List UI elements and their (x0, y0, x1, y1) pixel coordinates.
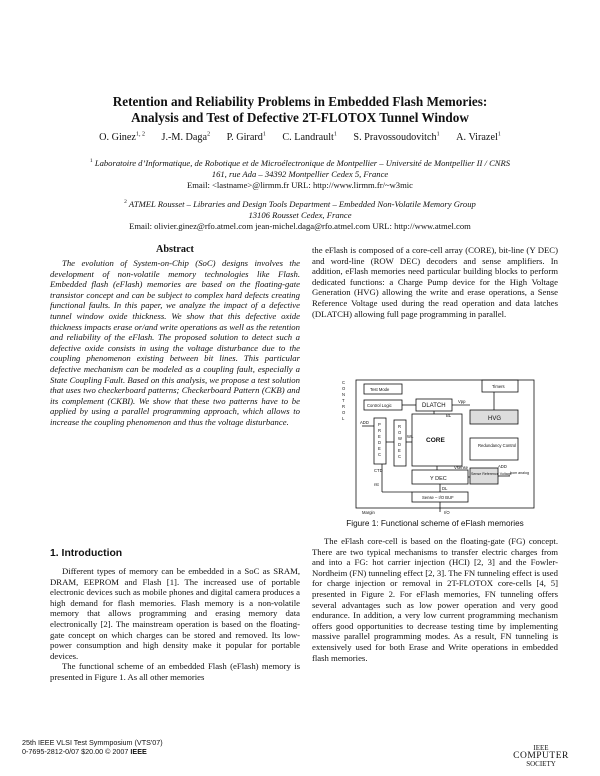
svg-text:O: O (342, 410, 346, 415)
author-list (40, 132, 560, 143)
hvg-label: HVG (488, 416, 502, 422)
redundancy-box (470, 438, 518, 460)
figure-1-block-diagram (334, 376, 544, 516)
svg-text:Vsense: Vsense (454, 465, 468, 470)
svg-text:D: D (378, 440, 382, 445)
svg-text:E: E (398, 448, 401, 453)
svg-text:O: O (398, 430, 402, 435)
introduction-body: Different types of memory can be embedded in a SoC as SRAM, DRAM, EEPROM and Flash [1]. The increased use of portable electronic devices such as mobile phones and digital camera produces a high demand for flash memories. Flash memory is a non-volatile memory that allows programming and erasing memory data electronically [2]. The mainstream operation is based on the floating-gate concept on which charges can be stored and removed. Its low-power consumption and high density make it popular for portable devices. The functional scheme of an embedded Flash (eFlash) memory is presented in Figure 1. As all other memories (50, 566, 300, 682)
svg-text:I/O: I/O (444, 510, 450, 515)
svg-text:O: O (342, 386, 346, 391)
right-column-text-bottom: The eFlash core-cell is based on the floating-gate (FG) concept. There are two typical mechanisms to transfer electric charges from and into a FG: hot carrier injection (HCI) [2, 3] and the Fowler-Nordheim (FN) tunneling effect [2, 3]. The FN tunneling effect is used for charge injection or removal in 2T-FLOTOX core-cells [4, 5] presented in Figure 2. For eFlash memories, FN tunneling offers several advantages such as low power operation and very good endurance. In addition, a very low current programming mechanism offers good opportunities to decrease testing time by implementing massive parallel programming modes. As a result, FN tunneling is extensively used for both Erase and Write operations in embedded flash memories. (312, 536, 558, 663)
page-footer (22, 738, 163, 756)
svg-text:rst: rst (374, 482, 379, 487)
svg-text:P: P (378, 422, 381, 427)
paper-title (40, 94, 560, 126)
svg-text:CTD: CTD (374, 468, 383, 473)
svg-text:C: C (342, 380, 346, 385)
title-line-2: Analysis and Test of Defective 2T-FLOTOX Tunnel Window (131, 110, 469, 125)
right-column-text-top: the eFlash is composed of a core-cell array (CORE), bit-line (Y DEC) and word-line (ROW DEC) decoders and sense amplifiers. In addition, eFlash memories need particular building blocks to perform dedicated functions: a Charge Pump device for the High Voltage Generation (HVG) allowing the write and erase operations, a Sense Reference Voltage used during the read operation and data latches (DLATCH) allowing full page programming in parallel. (312, 245, 558, 319)
footer-conference: 25th IEEE VLSI Test Symmposium (VTS'07) (22, 738, 163, 747)
svg-text:E: E (378, 446, 381, 451)
footer-ieee: IEEE (130, 747, 147, 756)
control-logic-label: Control Logic (367, 403, 392, 408)
svg-text:C: C (398, 454, 402, 459)
svg-text:from analog: from analog (510, 471, 529, 475)
author: O. Ginez$^{1, 2}$ (99, 132, 145, 144)
svg-text:R: R (342, 404, 346, 409)
footer-isbn: 0-7695-2812-0/07 $20.00 © 2007 (22, 747, 129, 756)
svg-text:BL: BL (446, 413, 452, 418)
abstract-heading: Abstract (156, 244, 194, 255)
svg-text:Redundancy Control: Redundancy Control (478, 443, 517, 448)
svg-text:L: L (342, 416, 345, 421)
section-heading-introduction: 1. Introduction (50, 548, 123, 559)
svg-text:N: N (342, 392, 346, 397)
author: C. Landrault$^1$ (282, 132, 337, 144)
svg-text:R: R (398, 424, 402, 429)
timers-label: Timers (492, 384, 505, 389)
svg-text:Vpp: Vpp (458, 399, 466, 404)
figure-1-caption: Figure 1: Functional scheme of eFlash memories (346, 519, 524, 528)
svg-text:T: T (342, 398, 345, 403)
ydec-label: Y DEC (430, 476, 447, 482)
svg-text:R: R (378, 428, 382, 433)
svg-text:Sense – I/O BUF: Sense – I/O BUF (422, 495, 454, 500)
title-line-1: Retention and Reliability Problems in Embedded Flash Memories: (112, 94, 488, 109)
svg-text:DL: DL (442, 486, 448, 491)
sense-reference-box (470, 468, 498, 484)
author: J.-M. Daga$^2$ (161, 132, 211, 144)
affiliation-2-email: Email: olivier.ginez@rfo.atmel.com jean-michel.daga@rfo.atmel.com URL: http://www.atmel.com (129, 220, 471, 231)
svg-text:D: D (398, 442, 402, 447)
core-label: CORE (426, 437, 445, 444)
svg-text:W: W (398, 436, 402, 441)
author: A. Virazel$^1$ (456, 132, 501, 144)
ieee-computer-society-logo: IEEE COMPUTER SOCIETY (513, 744, 569, 768)
svg-text:E: E (378, 434, 381, 439)
svg-text:Margin: Margin (362, 510, 375, 515)
author: S. Pravossoudovitch$^1$ (353, 132, 440, 144)
svg-text:WL: WL (407, 434, 414, 439)
abstract-body: The evolution of System-on-Chip (SoC) designs involves the development of non-volatile memory technologies like Flash. Embedded flash (eFlash) memories are based on the floating-gate transistor concept and can be subject to complex hard defects creating functional faults. In this paper, we analyze the impact of a defective tunnel window oxide thickness. We show that this defective oxide thickness impacts erase or/and write operations as well as the retention and reliability of the eFlash. The proposed solution to detect such a defective oxide consists in using the voltage disturbance due to the coupling phenomenon existing between bit lines. This particular defective mechanism can be modeled as a coupling fault, especially a State Coupling Fault. Based on this analysis, we propose a test solution that uses two checkerboard patterns; Checkerboard Pattern (CKB) and its complement (CKBI). We show that these two patterns have to be applied by using a parallel programming approach, which allows to increase the coupling phenomenon and thus the voltage disturbance. (50, 258, 300, 427)
affiliation-1: $^1$ Laboratoire d’Informatique, de Robotique et de Microélectronique de Montpellier – Université de Montpellier II / CNRS 161, rue Ada – 34392 Montpellier Cedex 5, France Email: <lastname>@lirmm.fr URL: http://www.lirmm.fr/~w3mic (30, 156, 570, 191)
svg-text:ADD: ADD (498, 464, 507, 469)
test-mode-label: Test Mode (370, 387, 390, 392)
svg-text:Sense Reference Voltage: Sense Reference Voltage (471, 472, 512, 476)
affiliation-2: $^2$ ATMEL Rousset – Libraries and Design Tools Department – Embedded Non-Volatile Memory Group 13106 Rousset Cedex, France Email: olivier.ginez@rfo.atmel.com jean-michel.daga@rfo.atmel.com URL: http://www.atmel.com (30, 197, 570, 232)
dlatch-label: DLATCH (422, 403, 446, 409)
author: P. Girard$^1$ (226, 132, 266, 144)
affiliation-1-email: Email: <lastname>@lirmm.fr URL: http://www.lirmm.fr/~w3mic (186, 179, 413, 190)
svg-text:ADD: ADD (360, 420, 369, 425)
svg-text:C: C (378, 452, 382, 457)
